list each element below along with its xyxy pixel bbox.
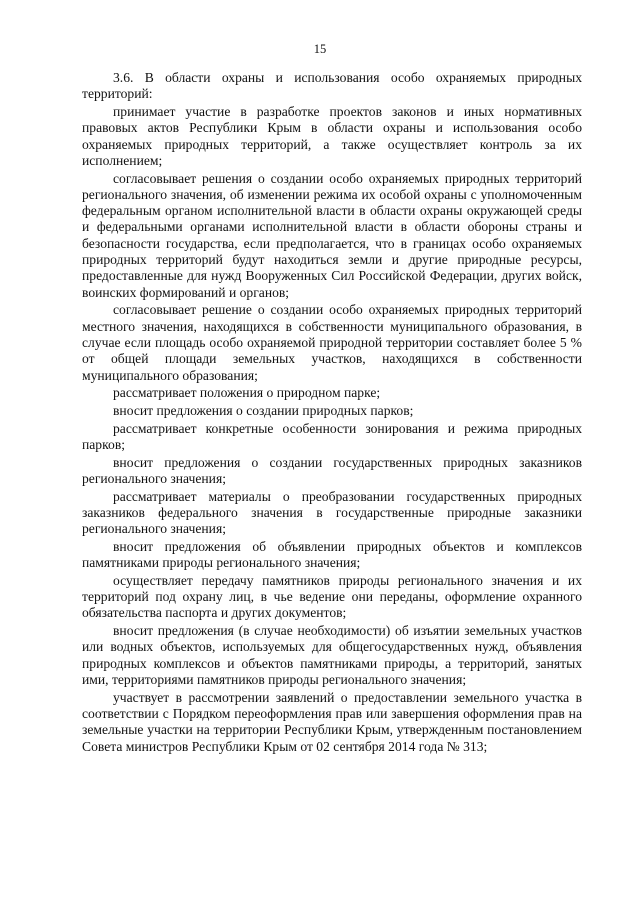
page-number: 15 xyxy=(313,42,327,56)
paragraph: рассматривает конкретные особенности зонирования и режима природных парков; xyxy=(82,420,582,452)
paragraph: вносит предложения о создании государственных природных заказников регионального значения; xyxy=(82,454,582,486)
section-heading: 3.6. В области охраны и использования особо охраняемых природных территорий: xyxy=(82,70,582,102)
paragraph: принимает участие в разработке проектов законов и иных нормативных правовых актов Республики Крым в области охраны и использования особо охраняемых природных территорий, а также осуществляет контроль за их исполнением; xyxy=(82,103,582,168)
paragraph: участвует в рассмотрении заявлений о предоставлении земельного участка в соответствии с Порядком переоформления прав или завершения оформления прав на земельные участки на территории Республики Крым, утвержденным постановлением Совета министров Республики Крым от 02 сентября 2014 года № 313; xyxy=(82,689,582,754)
paragraph: согласовывает решение о создании особо охраняемых природных территорий местного значения, находящихся в собственности муниципального образования, в случае если площадь особо охраняемой природной территории составляет более 5 % от общей площади земельных участков, находящихся в собственности муниципального образования; xyxy=(82,302,582,383)
document-body xyxy=(82,70,582,756)
paragraph: осуществляет передачу памятников природы регионального значения и их территорий под охрану лиц, в чье ведение они переданы, оформление охранного обязательства паспорта и других документов; xyxy=(82,572,582,621)
paragraph: согласовывает решения о создании особо охраняемых природных территорий регионального значения, об изменении режима их особой охраны с уполномоченным федеральным органом исполнительной власти в области охраны окружающей среды и федеральными органами исполнительной власти в области обороны страны и безопасности государства, если предполагается, что в границах особо охраняемых природных территорий будут находиться земли и другие природные ресурсы, предоставленные для нужд Вооруженных Сил Российской Федерации, других войск, воинских формирований и органов; xyxy=(82,170,582,300)
paragraph: вносит предложения об объявлении природных объектов и комплексов памятниками природы регионального значения; xyxy=(82,538,582,571)
paragraph: рассматривает материалы о преобразовании государственных природных заказников федерального значения в государственные природные заказники регионального значения; xyxy=(82,488,582,537)
paragraph: вносит предложения (в случае необходимости) об изъятии земельных участков или водных объектов, используемых для общегосударственных нужд, объявления природных комплексов и объектов памятниками природы, а территорий, занятых ими, территориями памятников природы регионального значения; xyxy=(82,623,582,687)
paragraph: вносит предложения о создании природных парков; xyxy=(113,402,414,418)
paragraph: рассматривает положения о природном парке; xyxy=(113,385,381,401)
